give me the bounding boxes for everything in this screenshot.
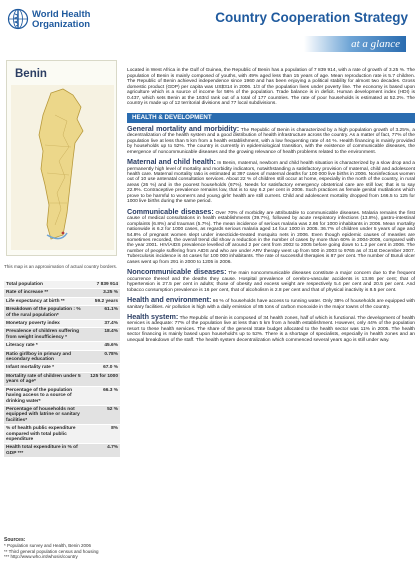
indicator-row [4,328,120,342]
indicator-row [4,306,120,320]
org-name-line1: World Health [32,9,91,20]
indicator-label: Monetary poverty index [6,321,60,327]
indicator-row [4,342,120,350]
indicator-value: 59.2 years [94,298,118,304]
indicator-row [4,405,120,424]
section-paragraph [127,297,415,310]
indicator-row [4,444,120,458]
indicator-value: 45.6% [104,343,118,349]
who-emblem-icon [6,8,30,30]
indicator-label: Rate of increase ** [6,290,49,296]
indicator-value: 66.3 % [103,387,118,393]
indicator-value: 3.25 % [103,290,118,296]
indicator-value: 52 % [107,406,118,412]
key-indicators-table [4,281,120,458]
page-subtitle: at a glance [304,36,406,52]
indicator-label: Infant mortality rate * [6,365,54,371]
indicator-value: 125 for 1000 [90,373,118,379]
indicator-row [4,289,120,297]
indicator-value: 18.4% [104,329,118,335]
country-map-panel [6,60,117,256]
paragraph-heading: Noncommunicable diseases: [127,267,227,277]
country-name: Benin [15,68,47,80]
indicator-row [4,297,120,305]
indicator-row [4,386,120,405]
title-banner [206,4,416,56]
indicator-label: Life expectancy at birth ** [6,298,65,304]
section-paragraph [127,206,415,266]
paragraph-heading: Communicable diseases: [127,206,214,216]
paragraph-heading: General mortality and morbidity: [127,123,240,133]
indicator-label: Percentage of households not equipped with latrine or sanitary facilities* [6,406,80,423]
indicator-row [4,364,120,372]
section-paragraph [127,123,416,155]
section-heading-health-development: HEALTH & DEVELOPMENT [127,113,415,123]
paragraph-heading: Health system: [127,311,179,321]
indicator-row [4,425,120,444]
source-line: ** Third general population census and housing [4,548,99,554]
indicator-value: 4.7% [107,445,118,451]
page-title: Country Cooperation Strategy [215,10,408,25]
paragraph-body: In Benin, maternal, newborn and child health situation is characterized by a slow drop and a permanently high level of mortality and morbidity indicators, notwithstanding a satisfactory provision of maternal, child and adolescent health care. Maternal mortality ratio is estimated at 397 cases of maternal deaths for 100 000 live births in 2006. Noninfectious women out of 10 use antenatal consultation services. About 22 % of children still occur at home, especially in the north of the country, in rural areas (26 %) and in the poorest households (67%). Needs for satisfactory emergency obstetrical care are still low; that is to say 22.9%. Contraceptive prevalence remains low, that is to say 6.2 per cent in 2006. Such practices as female genital mutilations which prove to be harmful to women's and young girls' health are still current. Child and adolescent mortality dropped from 166.5 to 125 for 1000 live births during the same period. [127,161,415,205]
indicator-label: Ratio girl/boy in primary and secondary education [6,351,72,363]
indicator-label: Mortality rate of children under 5 years of age* [6,373,81,385]
who-wordmark [32,10,90,30]
intro-paragraph: Located in West Africa in the Gulf of Guinea, the Republic of Benin has a population of 7 839 914, with a rate of growth of 3.25 %. The population of Benin is mainly composed of youths, with 49% aged less than 15 years of age. Mean reproduction rate is 5.7 children. The Republic of Benin achieved independence since 1960 and has been enjoying a political stability for almost two decades. Gross domestic product (GDP) per capita was US$314 in 2006. 1/3 of the population lives under poverty line. The economy is based upon agriculture which is a source of income for 56% of the population. Trade balance is in deficit. Human development index (HDI) is 0.437, which sets Benin at the 163rd rank out of a total of 177 countries. The rate of poor households is estimated at 52.2%. The country is made up of 12 territorial divisions and 77 local subdivisions. [127,68,415,107]
indicator-value: 37.4% [104,321,118,327]
paragraph-heading: Health and environment: [127,295,212,305]
sources-heading: Sources: [4,537,26,543]
indicator-value: 7 839 914 [96,282,118,287]
indicator-label: Total population [6,282,43,287]
indicator-label: Health total expenditure in % of GDP *** [6,445,78,456]
paragraph-body: 66 % of households have access to running water. Only 38% of households are equipped with sanitary facilities. Air pollution is high with a daily emission of 85 tons of carbon monoxide in the major towns of the country. [127,299,415,310]
paragraph-body: The main noncommunicable diseases constitute a major concern due to the frequent occurrence thereof and the deaths they cause. Hospital prevalence of cerebro-vascular accidents is 13.86 per cent; that of hypertension is 27.5 per cent in adults; those of obesity and excess weight are respectively 5.4 per cent and 20.5 per cent. And tobacco consumption prevalence is 16 per cent, that of alcoholism is 2.8 per cent and that of physical inactivity is 8.5 per cent. [127,271,416,293]
indicator-value: 0.78% [104,351,118,357]
section-paragraph [127,269,415,293]
sources-note [4,538,120,560]
indicator-label: % of health public expenditure compared with total public expenditure [6,426,76,442]
section-paragraph [127,159,415,205]
org-name-line2: Organization [32,19,91,30]
indicator-label: Percentage of the population having access to a source of drinking water* [6,387,73,404]
page-header [0,0,420,60]
indicator-value: 61.1% [104,307,118,313]
indicator-value: 67.0 % [103,365,118,371]
indicator-row [4,320,120,328]
paragraph-heading: Maternal and child health: [127,157,216,167]
source-line: * Population survey and Health, Benin 2006 [4,543,92,549]
indicator-row [4,281,120,289]
indicator-label: Prevalence of children suffering from weight insufficiency * [6,329,80,340]
indicator-row [4,350,120,364]
indicator-row [4,372,120,386]
paragraph-body: Over 70% of morbidity are attributable to communicable diseases. Malaria remains the first cause of medical consultations in health establishments (39.7%), followed by acute respiratory infections (13.8%), gastro-intestinal complaints (6.8%) and traumas (5.7%). The mean incidence of serious malaria was 2.66 for 1000 inhabitants in 2006. Mean mortality nationwide is 6.2 for 1000 cases, as regards serious malaria aged 14 four 1000 in 2005. 36.7% of children under 5 years of age and 54.8% of pregnant women slept under insecticide-treated mosquito nets in 2006. Even though epidemic causes of measles are sometimes recorded, the overall trend did show a reduction in the number of cases by more than 60% in 2004-2008, compared with the year 2001. HIV/AIDS prevalence levelled off around 2 per cent from 2002 to 2005 before going down to 1.2 per cent in 2006. The number of people suffering from AIDS and who are under ARV therapy went up from 500 in 2003 to 9765 as of 31st December 2007. Tuberculosis incidence is 44 cases for 100 000 inhabitants. The rate of successful therapies is 87 per cent. The number of Buruli ulcer cases went up from 291 in 2000 to 1205 in 2006. [127,210,415,265]
paragraph-body: The Republic of Benin is composed of 34 health zones, half of which is functional. The development of health services is adequate: 77% of the population live at less than 5 km from a health establishment. However, only 44% of the population resort to these health services. The share of the general State budget allocated to the health sector was 11% in 2005. The health sector financing is mainly based upon household's up to 52%. There is a shortage of specialists, especially in health zones and an unequal breakdown of the staff. The health system decentralization which commenced several years ago is still under way. [127,315,415,343]
indicator-label: Breakdown of the population : % of the rural population* [6,307,81,318]
benin-map [11,85,114,250]
indicator-value: 8% [111,426,118,432]
main-content [127,68,415,347]
map-disclaimer: This map is an approximation of actual country borders. [4,264,118,269]
source-line: *** http://www.who.int/whosis/country [4,554,78,560]
section-paragraph [127,311,415,343]
paragraph-body: The Republic of Benin is characterized by a high population growth of 3.25%, a decentralization of the health system and a good distribution of health infrastructure across the country. As a matter of fact, 77% of the population live at less than 5 km from a health establishment, with a low frequenting rate of 44 %. Health financing is mainly provided by households up to 52%. The country is currently in epidemiological transition, with the existence of communicable diseases, the emergence of noncommunicable diseases and the growing relevance of health problems related to the environment. [127,127,416,155]
indicator-label: Literacy rate * [6,343,38,349]
section-paragraphs [127,123,416,343]
